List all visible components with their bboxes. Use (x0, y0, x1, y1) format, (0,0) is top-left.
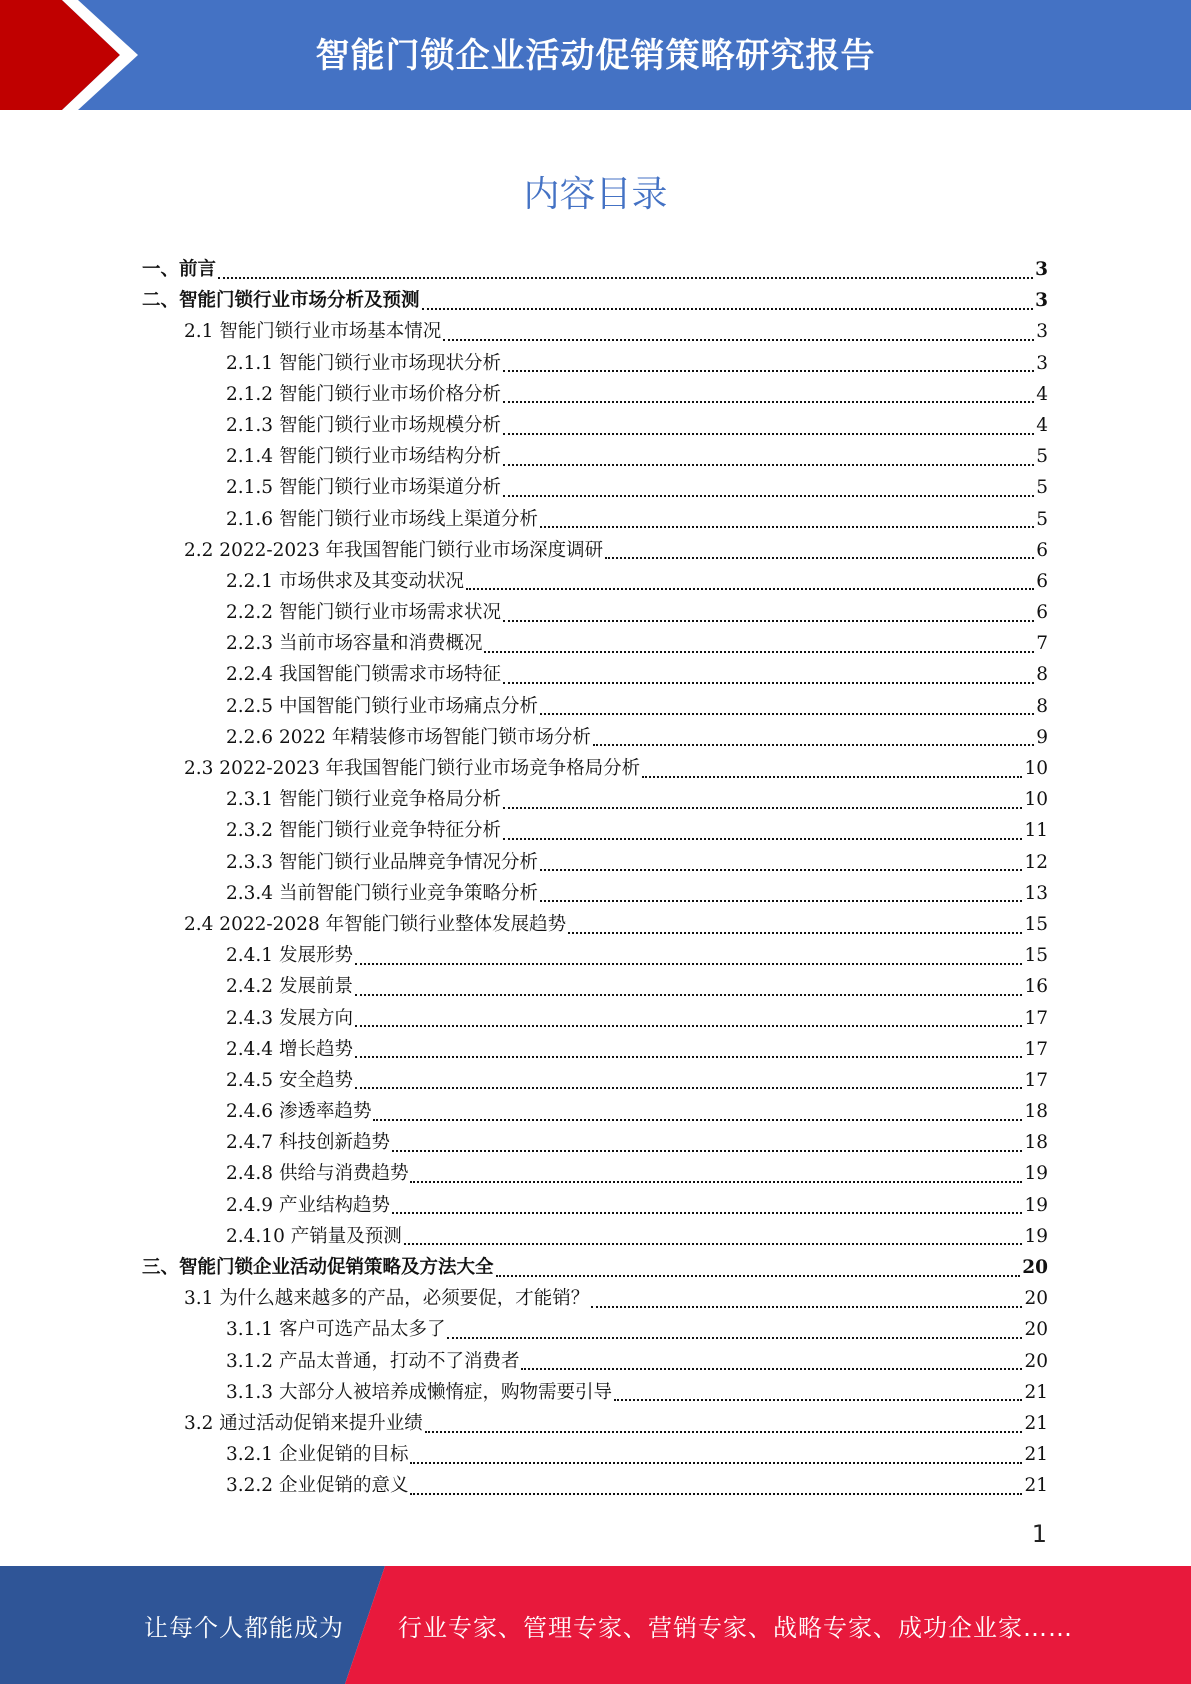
toc-dot-leader (447, 1337, 1022, 1339)
toc-dot-leader (593, 744, 1034, 746)
toc-dot-leader (503, 620, 1034, 622)
toc-entry-page: 16 (1024, 976, 1048, 998)
toc-entry-title: 2.1.4 智能门锁行业市场结构分析 (226, 446, 501, 468)
toc-entry-title: 2.4 2022-2028 年智能门锁行业整体发展趋势 (184, 913, 567, 935)
toc-entry-page: 4 (1036, 414, 1048, 436)
toc-entry[interactable] (142, 1346, 1048, 1377)
toc-entry-page: 3 (1036, 321, 1048, 343)
toc-dot-leader (392, 1212, 1022, 1214)
toc-entry-title: 2.2.1 市场供求及其变动状况 (226, 570, 464, 592)
toc-entry-title: 2.2.6 2022 年精装修市场智能门锁市场分析 (226, 726, 591, 748)
toc-entry-page: 15 (1024, 945, 1048, 967)
toc-entry[interactable] (142, 1096, 1048, 1127)
report-title: 智能门锁企业活动促销策略研究报告 (315, 36, 876, 76)
toc-entry-page: 21 (1024, 1381, 1048, 1403)
toc-entry[interactable] (142, 1065, 1048, 1096)
toc-entry[interactable] (142, 1470, 1048, 1501)
toc-entry-title: 3.2.2 企业促销的意义 (226, 1475, 409, 1497)
toc-dot-leader (496, 1275, 1021, 1277)
toc-dot-leader (503, 401, 1034, 403)
toc-entry[interactable] (142, 410, 1048, 441)
toc-entry[interactable] (142, 1190, 1048, 1221)
toc-entry[interactable] (142, 472, 1048, 503)
toc-entry[interactable] (142, 691, 1048, 722)
toc-dot-leader (521, 1368, 1022, 1370)
toc-entry-title: 3.2.1 企业促销的目标 (226, 1444, 409, 1466)
toc-dot-leader (355, 994, 1023, 996)
toc-entry-page: 3 (1035, 290, 1048, 312)
toc-entry[interactable] (142, 285, 1048, 316)
toc-dot-leader (410, 1181, 1022, 1183)
toc-dot-leader (614, 1399, 1022, 1401)
toc-entry-page: 19 (1024, 1194, 1048, 1216)
table-of-contents (142, 254, 1048, 1502)
toc-entry-title: 2.1.5 智能门锁行业市场渠道分析 (226, 477, 501, 499)
toc-entry[interactable] (142, 940, 1048, 971)
toc-entry-title: 2.3.2 智能门锁行业竞争特征分析 (226, 820, 501, 842)
toc-entry[interactable] (142, 379, 1048, 410)
toc-entry[interactable] (142, 1408, 1048, 1439)
toc-entry-title: 2.1.3 智能门锁行业市场规模分析 (226, 414, 501, 436)
toc-entry-page: 8 (1036, 664, 1048, 686)
toc-entry[interactable] (142, 659, 1048, 690)
toc-dot-leader (410, 1493, 1022, 1495)
toc-dot-leader (503, 682, 1034, 684)
toc-entry-title: 2.2.2 智能门锁行业市场需求状况 (226, 602, 501, 624)
toc-dot-leader (503, 464, 1034, 466)
toc-entry-title: 2.4.7 科技创新趋势 (226, 1132, 390, 1154)
toc-entry[interactable] (142, 753, 1048, 784)
toc-entry-page: 6 (1036, 539, 1048, 561)
toc-entry-title: 三、智能门锁企业活动促销策略及方法大全 (142, 1257, 494, 1278)
toc-dot-leader (503, 370, 1034, 372)
toc-entry[interactable] (142, 628, 1048, 659)
toc-entry-title: 一、前言 (142, 259, 217, 280)
toc-entry[interactable] (142, 1158, 1048, 1189)
toc-dot-leader (422, 308, 1034, 310)
toc-entry-title: 2.4.1 发展形势 (226, 945, 353, 967)
toc-entry-page: 18 (1024, 1132, 1048, 1154)
toc-entry-page: 13 (1024, 882, 1048, 904)
toc-dot-leader (466, 588, 1034, 590)
toc-entry-page: 20 (1024, 1319, 1048, 1341)
toc-entry-title: 2.4.3 发展方向 (226, 1007, 353, 1029)
toc-entry-title: 2.1.6 智能门锁行业市场线上渠道分析 (226, 508, 538, 530)
toc-entry-title: 2.1 智能门锁行业市场基本情况 (184, 321, 442, 343)
toc-entry[interactable] (142, 1034, 1048, 1065)
toc-dot-leader (642, 776, 1022, 778)
toc-entry-title: 2.3.4 当前智能门锁行业竞争策略分析 (226, 882, 538, 904)
toc-dot-leader (355, 1025, 1023, 1027)
toc-entry-title: 2.4.5 安全趋势 (226, 1069, 353, 1091)
toc-entry[interactable] (142, 254, 1048, 285)
toc-entry-page: 17 (1024, 1069, 1048, 1091)
toc-entry-title: 2.4.9 产业结构趋势 (226, 1194, 390, 1216)
toc-dot-leader (605, 557, 1034, 559)
toc-dot-leader (443, 339, 1034, 341)
toc-dot-leader (392, 1150, 1022, 1152)
toc-entry-page: 19 (1024, 1163, 1048, 1185)
toc-dot-leader (355, 963, 1023, 965)
toc-entry-title: 3.1.1 客户可选产品太多了 (226, 1319, 446, 1341)
toc-entry-page: 3 (1036, 352, 1048, 374)
toc-entry[interactable] (142, 1003, 1048, 1034)
toc-entry-title: 3.1 为什么越来越多的产品，必须要促，才能销？ (184, 1288, 590, 1310)
toc-dot-leader (404, 1243, 1023, 1245)
toc-entry[interactable] (142, 1252, 1048, 1283)
toc-entry[interactable] (142, 971, 1048, 1002)
toc-entry-page: 19 (1024, 1225, 1048, 1247)
toc-entry-title: 2.4.8 供给与消费趋势 (226, 1163, 409, 1185)
toc-entry-page: 5 (1036, 477, 1048, 499)
toc-entry-page: 21 (1024, 1475, 1048, 1497)
toc-entry-title: 2.2.4 我国智能门锁需求市场特征 (226, 664, 501, 686)
report-header-band (0, 0, 1191, 110)
toc-dot-leader (568, 932, 1022, 934)
toc-entry[interactable] (142, 815, 1048, 846)
toc-entry-page: 4 (1036, 383, 1048, 405)
toc-entry-page: 7 (1036, 633, 1048, 655)
toc-entry-title: 3.1.2 产品太普通，打动不了消费者 (226, 1350, 520, 1372)
toc-entry[interactable] (142, 441, 1048, 472)
toc-entry[interactable] (142, 1127, 1048, 1158)
toc-entry-title: 2.1.1 智能门锁行业市场现状分析 (226, 352, 501, 374)
footer-slogan-left: 让每个人都能成为 (144, 1614, 344, 1642)
toc-entry-title: 2.1.2 智能门锁行业市场价格分析 (226, 383, 501, 405)
toc-entry-page: 17 (1024, 1007, 1048, 1029)
toc-entry-page: 18 (1024, 1101, 1048, 1123)
toc-entry-page: 5 (1036, 508, 1048, 530)
toc-entry[interactable] (142, 348, 1048, 379)
toc-dot-leader (503, 433, 1034, 435)
toc-entry-title: 2.4.6 渗透率趋势 (226, 1101, 372, 1123)
toc-entry-title: 3.1.3 大部分人被培养成懒惰症，购物需要引导 (226, 1381, 612, 1403)
footer-slogan-right: 行业专家、管理专家、营销专家、战略专家、成功企业家…… (398, 1614, 1073, 1642)
toc-entry-page: 8 (1036, 695, 1048, 717)
toc-entry-page: 6 (1036, 602, 1048, 624)
toc-entry[interactable] (142, 1283, 1048, 1314)
toc-entry-page: 20 (1024, 1288, 1048, 1310)
toc-entry-page: 20 (1024, 1350, 1048, 1372)
toc-dot-leader (503, 838, 1022, 840)
toc-entry[interactable] (142, 535, 1048, 566)
toc-entry[interactable] (142, 909, 1048, 940)
toc-entry[interactable] (142, 597, 1048, 628)
toc-entry-title: 2.2.3 当前市场容量和消费概况 (226, 633, 483, 655)
toc-entry-page: 17 (1024, 1038, 1048, 1060)
toc-heading: 内容目录 (523, 174, 668, 215)
toc-dot-leader (540, 713, 1034, 715)
toc-entry-page: 3 (1035, 259, 1048, 280)
toc-dot-leader (591, 1306, 1022, 1308)
toc-entry-title: 2.3.3 智能门锁行业品牌竞争情况分析 (226, 851, 538, 873)
toc-entry-page: 21 (1024, 1444, 1048, 1466)
toc-entry-title: 3.2 通过活动促销来提升业绩 (184, 1412, 423, 1434)
toc-entry[interactable] (142, 1314, 1048, 1345)
toc-entry[interactable] (142, 1439, 1048, 1470)
toc-entry-title: 2.2.5 中国智能门锁行业市场痛点分析 (226, 695, 538, 717)
toc-entry-page: 9 (1036, 726, 1048, 748)
footer-band (0, 1566, 1191, 1684)
toc-dot-leader (503, 495, 1034, 497)
toc-dot-leader (355, 1087, 1023, 1089)
toc-entry-page: 20 (1022, 1257, 1048, 1278)
toc-entry[interactable] (142, 316, 1048, 347)
toc-entry-page: 10 (1024, 789, 1048, 811)
toc-dot-leader (373, 1119, 1022, 1121)
toc-dot-leader (218, 277, 1033, 279)
toc-entry[interactable] (142, 1377, 1048, 1408)
toc-entry-title: 2.3.1 智能门锁行业竞争格局分析 (226, 789, 501, 811)
toc-entry-title: 2.4.10 产销量及预测 (226, 1225, 402, 1247)
toc-entry-title: 2.4.2 发展前景 (226, 976, 353, 998)
toc-entry-page: 5 (1036, 446, 1048, 468)
toc-dot-leader (540, 526, 1034, 528)
toc-entry[interactable] (142, 504, 1048, 535)
toc-entry[interactable] (142, 722, 1048, 753)
toc-entry[interactable] (142, 566, 1048, 597)
toc-dot-leader (540, 869, 1022, 871)
toc-dot-leader (355, 1056, 1023, 1058)
toc-entry-page: 12 (1024, 851, 1048, 873)
toc-entry-title: 2.3 2022-2023 年我国智能门锁行业市场竞争格局分析 (184, 758, 641, 779)
toc-dot-leader (484, 651, 1034, 653)
toc-entry[interactable] (142, 1221, 1048, 1252)
toc-entry[interactable] (142, 847, 1048, 878)
page-number: 1 (1031, 1520, 1047, 1548)
toc-entry-page: 21 (1024, 1412, 1048, 1434)
toc-entry-page: 6 (1036, 570, 1048, 592)
toc-dot-leader (540, 900, 1022, 902)
toc-dot-leader (503, 807, 1022, 809)
toc-dot-leader (410, 1462, 1022, 1464)
toc-entry-title: 二、智能门锁行业市场分析及预测 (142, 290, 420, 312)
toc-entry-page: 10 (1024, 758, 1048, 779)
toc-dot-leader (425, 1431, 1023, 1433)
toc-entry-page: 11 (1024, 820, 1048, 842)
toc-entry-title: 2.4.4 增长趋势 (226, 1038, 353, 1060)
toc-entry[interactable] (142, 878, 1048, 909)
toc-entry-page: 15 (1024, 913, 1048, 935)
toc-entry[interactable] (142, 784, 1048, 815)
toc-entry-title: 2.2 2022-2023 年我国智能门锁行业市场深度调研 (184, 539, 604, 561)
